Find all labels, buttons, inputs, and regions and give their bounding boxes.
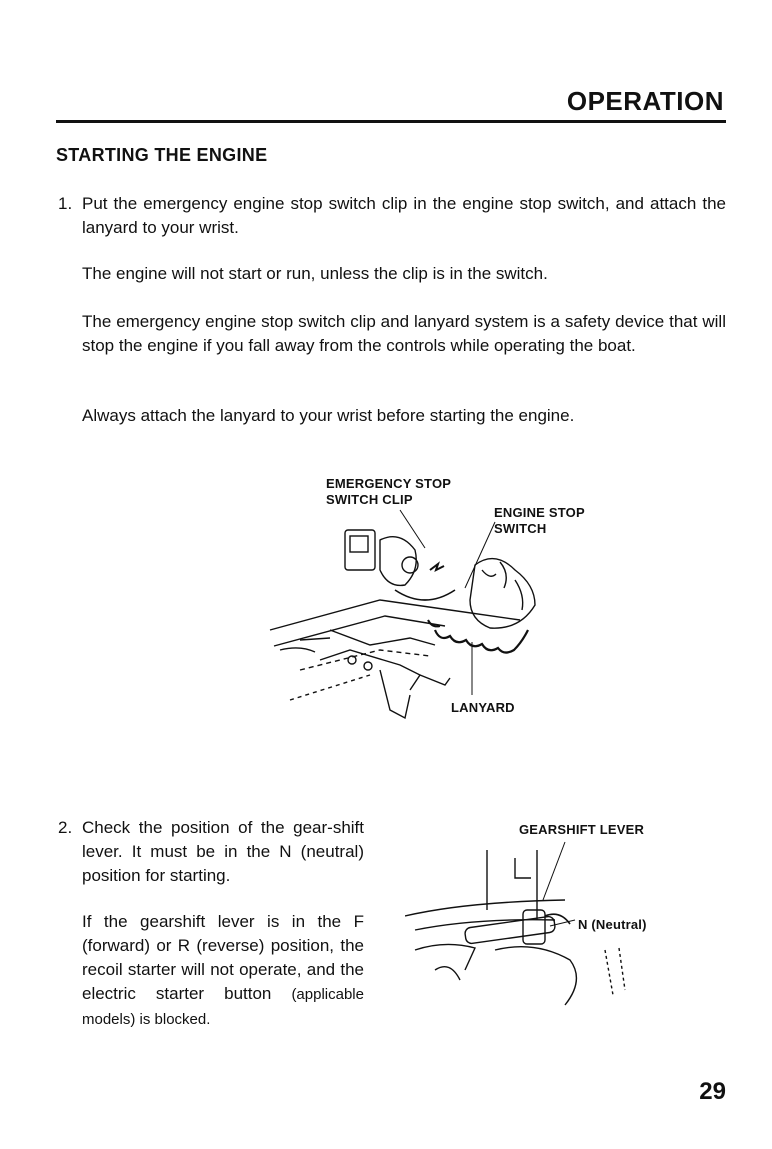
label-gearshift-lever: GEARSHIFT LEVER: [519, 822, 645, 837]
step-1-paragraph-2: The engine will not start or run, unless the clip is in the switch.: [82, 264, 548, 283]
step-2-paragraph-2-main: If the gearshift lever is in the F (forward) or R (reverse) position, the recoil starter will not operate, and the electric starter button: [82, 912, 364, 1003]
page-heading: STARTING THE ENGINE: [56, 145, 268, 165]
step-1-paragraph-1: Put the emergency engine stop switch clip in the engine stop switch, and attach the lanyard to your wrist.: [82, 194, 726, 237]
step-2-paragraph-1: Check the position of the gear-shift lever. It must be in the N (neutral) position for starting.: [82, 818, 364, 885]
label-engine-stop-switch-line2: SWITCH: [494, 521, 547, 536]
step-2-paragraph-2-note: (applicable models) is blocked.: [82, 986, 364, 1028]
label-emergency-stop-clip-line2: SWITCH CLIP: [326, 492, 413, 507]
label-neutral: N (Neutral): [578, 917, 647, 932]
step-1-paragraph-3: The emergency engine stop switch clip and lanyard system is a safety device that will stop the engine if you fall away from the controls while operating the boat.: [82, 312, 726, 355]
page-number: 29: [699, 1078, 726, 1105]
step-2-paragraph-2: [82, 910, 364, 1032]
step-1-number: 1.: [58, 194, 73, 213]
step-2-number: 2.: [58, 818, 73, 837]
label-emergency-stop-clip-line1: EMERGENCY STOP: [326, 476, 452, 491]
label-engine-stop-switch-line1: ENGINE STOP: [494, 505, 585, 520]
step-1-paragraph-4: Always attach the lanyard to your wrist before starting the engine.: [82, 406, 575, 425]
section-title: OPERATION: [566, 86, 724, 116]
label-lanyard: LANYARD: [451, 700, 515, 715]
header-rule: [56, 120, 726, 123]
